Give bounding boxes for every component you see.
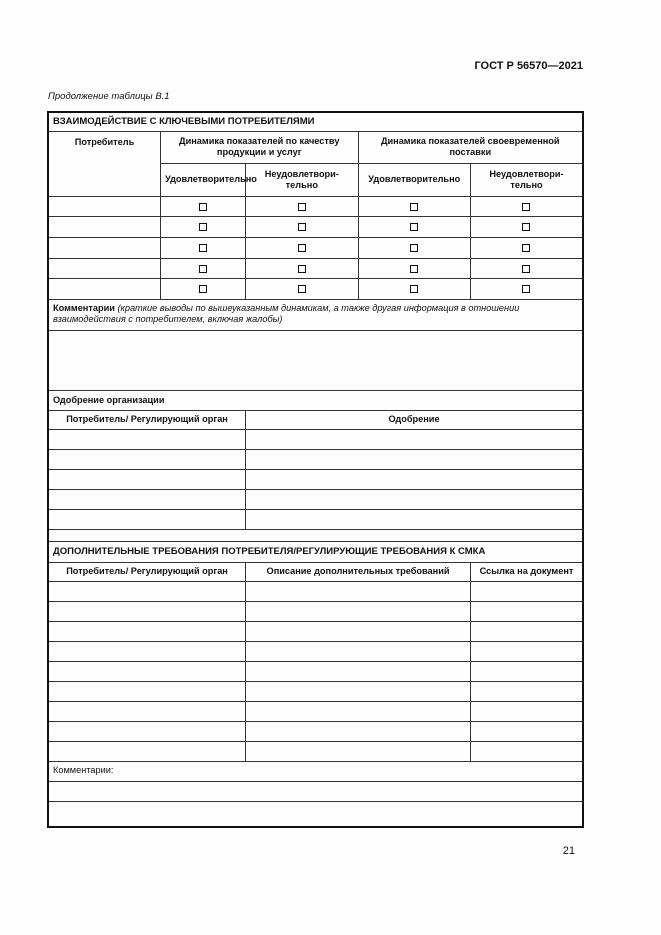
requirement-description-cell[interactable] [246, 621, 471, 641]
requirement-reference-cell[interactable] [470, 741, 583, 761]
checkbox-icon [298, 203, 306, 211]
header-additional-consumer: Потребитель/ Регулирующий орган [48, 562, 246, 581]
table-row [48, 489, 583, 509]
checkbox-icon [410, 203, 418, 211]
checkbox-icon [298, 265, 306, 273]
requirement-consumer-cell[interactable] [48, 721, 246, 741]
approval-consumer-cell[interactable] [48, 509, 246, 529]
table-row [48, 621, 583, 641]
consumer-cell[interactable] [48, 196, 160, 216]
checkbox-icon [410, 265, 418, 273]
requirement-consumer-cell[interactable] [48, 641, 246, 661]
requirement-consumer-cell[interactable] [48, 581, 246, 601]
table-row [48, 449, 583, 469]
checkbox-icon [199, 285, 207, 293]
delivery-unsatisfactory-checkbox[interactable] [470, 258, 583, 278]
standard-number: ГОСТ Р 56570—2021 [474, 60, 583, 72]
comments-instruction [48, 299, 583, 330]
requirement-consumer-cell[interactable] [48, 601, 246, 621]
requirement-consumer-cell[interactable] [48, 621, 246, 641]
table-row [48, 681, 583, 701]
table-row [48, 196, 583, 216]
header-delivery-dynamics: Динамика показателей своевременной поставки [358, 131, 583, 163]
table-row [48, 601, 583, 621]
table-row [48, 741, 583, 761]
quality-satisfactory-checkbox[interactable] [160, 237, 245, 258]
consumer-cell[interactable] [48, 278, 160, 299]
approval-consumer-cell[interactable] [48, 489, 246, 509]
approval-cell[interactable] [246, 489, 583, 509]
checkbox-icon [199, 203, 207, 211]
requirement-consumer-cell[interactable] [48, 661, 246, 681]
approval-consumer-cell[interactable] [48, 429, 246, 449]
table-row [48, 721, 583, 741]
checkbox-icon [410, 285, 418, 293]
checkbox-icon [298, 223, 306, 231]
checkbox-icon [522, 285, 530, 293]
table-row [48, 581, 583, 601]
checkbox-icon [298, 244, 306, 252]
header-approval: Одобрение [246, 410, 583, 429]
section-title-additional: ДОПОЛНИТЕЛЬНЫЕ ТРЕБОВАНИЯ ПОТРЕБИТЕЛЯ/РЕГУЛИРУЮЩИЕ ТРЕБОВАНИЯ К СМКА [48, 541, 583, 562]
approval-consumer-cell[interactable] [48, 469, 246, 489]
section-title-approval: Одобрение организации [48, 390, 583, 410]
header-quality-unsatisfactory: Неудовлетвори-тельно [246, 163, 358, 196]
quality-satisfactory-checkbox[interactable] [160, 258, 245, 278]
header-consumer: Потребитель [48, 131, 160, 196]
requirement-consumer-cell[interactable] [48, 701, 246, 721]
form-table [47, 111, 584, 828]
approval-cell[interactable] [246, 429, 583, 449]
final-comments-label: Комментарии: [48, 761, 583, 781]
checkbox-icon [199, 265, 207, 273]
page-number: 21 [562, 845, 575, 857]
approval-consumer-cell[interactable] [48, 449, 246, 469]
requirement-description-cell[interactable] [246, 721, 471, 741]
requirement-description-cell[interactable] [246, 601, 471, 621]
table-row [48, 258, 583, 278]
requirement-reference-cell[interactable] [470, 661, 583, 681]
delivery-satisfactory-checkbox[interactable] [358, 258, 470, 278]
delivery-unsatisfactory-checkbox[interactable] [470, 196, 583, 216]
quality-unsatisfactory-checkbox[interactable] [246, 196, 358, 216]
delivery-satisfactory-checkbox[interactable] [358, 216, 470, 237]
requirement-reference-cell[interactable] [470, 721, 583, 741]
table-row [48, 237, 583, 258]
checkbox-icon [199, 223, 207, 231]
approval-cell[interactable] [246, 509, 583, 529]
requirement-consumer-cell[interactable] [48, 741, 246, 761]
comments-hint: (краткие выводы по вышеуказанным динамикам, а также другая информация в отношении взаимодействия с потребителем, включая жалобы) [53, 302, 520, 324]
table-row [48, 429, 583, 449]
quality-unsatisfactory-checkbox[interactable] [246, 278, 358, 299]
checkbox-icon [410, 223, 418, 231]
quality-satisfactory-checkbox[interactable] [160, 216, 245, 237]
requirement-description-cell[interactable] [246, 701, 471, 721]
delivery-unsatisfactory-checkbox[interactable] [470, 216, 583, 237]
header-approval-consumer: Потребитель/ Регулирующий орган [48, 410, 246, 429]
delivery-unsatisfactory-checkbox[interactable] [470, 278, 583, 299]
table-row [48, 216, 583, 237]
approval-cell[interactable] [246, 449, 583, 469]
table-continuation-caption: Продолжение таблицы В.1 [48, 91, 170, 102]
requirement-reference-cell[interactable] [470, 641, 583, 661]
quality-unsatisfactory-checkbox[interactable] [246, 237, 358, 258]
table-row [48, 661, 583, 681]
consumer-cell[interactable] [48, 216, 160, 237]
checkbox-icon [199, 244, 207, 252]
header-quality-dynamics: Динамика показателей по качеству продукции и услуг [160, 131, 358, 163]
requirement-reference-cell[interactable] [470, 601, 583, 621]
quality-unsatisfactory-checkbox[interactable] [246, 216, 358, 237]
quality-unsatisfactory-checkbox[interactable] [246, 258, 358, 278]
quality-satisfactory-checkbox[interactable] [160, 278, 245, 299]
approval-cell[interactable] [246, 469, 583, 489]
delivery-satisfactory-checkbox[interactable] [358, 196, 470, 216]
final-comments-line[interactable] [48, 781, 583, 801]
quality-satisfactory-checkbox[interactable] [160, 196, 245, 216]
requirement-consumer-cell[interactable] [48, 681, 246, 701]
requirement-description-cell[interactable] [246, 641, 471, 661]
spacer-row [48, 529, 583, 541]
delivery-satisfactory-checkbox[interactable] [358, 237, 470, 258]
comments-label: Комментарии [53, 302, 115, 313]
table-row [48, 701, 583, 721]
delivery-unsatisfactory-checkbox[interactable] [470, 237, 583, 258]
checkbox-icon [522, 265, 530, 273]
table-row [48, 469, 583, 489]
requirement-reference-cell[interactable] [470, 621, 583, 641]
checkbox-icon [522, 203, 530, 211]
requirement-reference-cell[interactable] [470, 581, 583, 601]
comments-area[interactable] [48, 330, 583, 390]
checkbox-icon [522, 244, 530, 252]
section-title-interaction: ВЗАИМОДЕЙСТВИЕ С КЛЮЧЕВЫМИ ПОТРЕБИТЕЛЯМИ [48, 112, 583, 131]
header-reference: Ссылка на документ [470, 562, 583, 581]
requirement-description-cell[interactable] [246, 661, 471, 681]
header-quality-satisfactory: Удовлетворительно [160, 163, 245, 196]
consumer-cell[interactable] [48, 258, 160, 278]
consumer-cell[interactable] [48, 237, 160, 258]
header-delivery-satisfactory: Удовлетворительно [358, 163, 470, 196]
final-comments-line[interactable] [48, 801, 583, 827]
requirement-reference-cell[interactable] [470, 701, 583, 721]
header-description: Описание дополнительных требований [246, 562, 471, 581]
delivery-satisfactory-checkbox[interactable] [358, 278, 470, 299]
checkbox-icon [298, 285, 306, 293]
table-row [48, 278, 583, 299]
table-row [48, 509, 583, 529]
requirement-description-cell[interactable] [246, 741, 471, 761]
header-delivery-unsatisfactory: Неудовлетвори-тельно [470, 163, 583, 196]
requirement-reference-cell[interactable] [470, 681, 583, 701]
requirement-description-cell[interactable] [246, 581, 471, 601]
checkbox-icon [410, 244, 418, 252]
requirement-description-cell[interactable] [246, 681, 471, 701]
table-row [48, 641, 583, 661]
checkbox-icon [522, 223, 530, 231]
